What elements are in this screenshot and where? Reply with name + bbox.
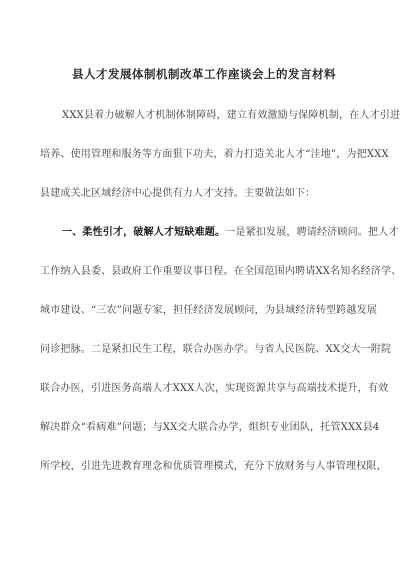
paragraph-line: 联合办医，引进医务高端人才XXX人次，实现资源共享与高端技术提升，有效 xyxy=(40,383,389,394)
paragraph-line: 解决群众“看病难”问题；与XX交大联合办学，组织专业团队，托管XXX县4 xyxy=(40,422,380,433)
section-heading: 一、柔性引才，破解人才短缺难题。 xyxy=(62,227,226,238)
section-heading-line xyxy=(62,226,399,240)
paragraph-line: 培养、使用管理和服务等方面狠下功夫，着力打造关北人才“洼地”，为把XXX xyxy=(40,149,389,160)
paragraph-line: 县建成关北区域经济中心提供有力人才支持。主要做法如下： xyxy=(40,188,316,199)
paragraph-line: 工作纳入县委、县政府工作重要议事日程。在全国范围内聘请XX名知名经济学、 xyxy=(40,266,402,277)
paragraph-line: XXX县着力破解人才机制体制障碍，建立有效激励与保障机制，在人才引进 xyxy=(62,110,401,121)
paragraph-line: 所学校，引进先进教育理念和优质管理模式，充分下放财务与人事管理权限， xyxy=(40,461,387,472)
section-heading-rest: 一是紧扣发展，聘请经济顾问。把人才 xyxy=(225,227,399,238)
paragraph-line: 城市建设、“三农”问题专家，担任经济发展顾问，为县域经济转型跨越发展 xyxy=(40,305,378,316)
document-title: 县人才发展体制机制改革工作座谈会上的发言材料 xyxy=(72,67,336,81)
paragraph-line: 问诊把脉。二是紧扣民生工程，联合办医办学。与省人民医院、XX交大一附院 xyxy=(40,344,392,355)
